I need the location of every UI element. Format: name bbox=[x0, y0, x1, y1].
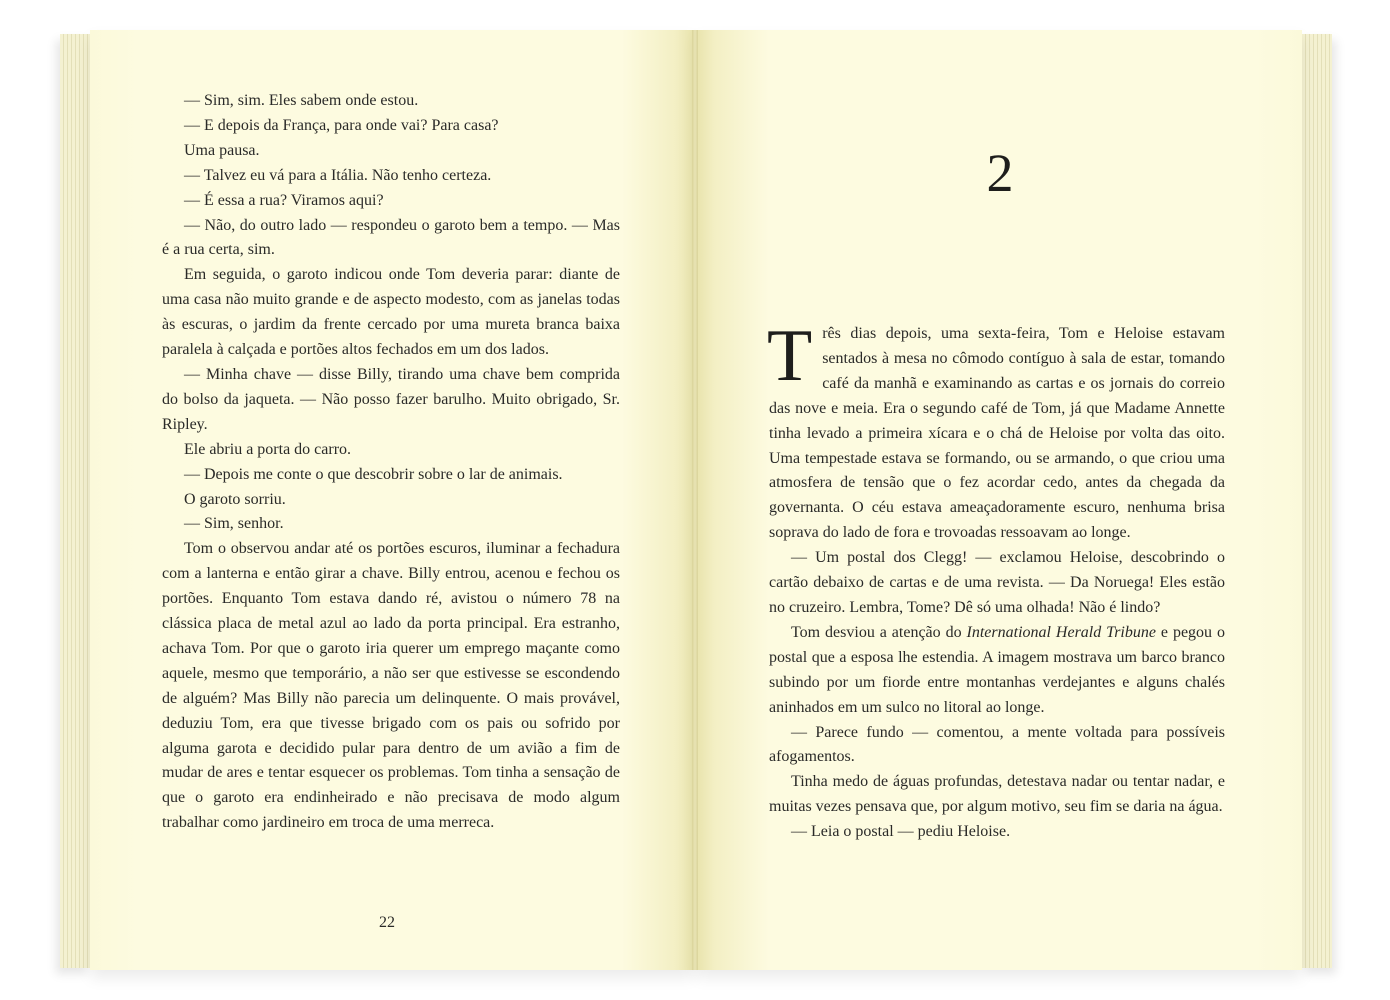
newspaper-title: International Herald Tribune bbox=[966, 623, 1156, 641]
paragraph: — É essa a rua? Viramos aqui? bbox=[184, 191, 384, 209]
chapter-number: 2 bbox=[986, 143, 1014, 203]
paragraph: Tinha medo de águas profundas, detestava nadar ou tentar nadar, e muitas vezes pensava que, por algum motivo, seu fim se daria na água. bbox=[769, 773, 1225, 816]
book-gutter bbox=[692, 30, 698, 970]
paragraph-text: Tom desviou a atenção do bbox=[791, 623, 967, 641]
paragraph: — Leia o postal — pediu Heloise. bbox=[791, 823, 1011, 841]
paragraph: O garoto sorriu. bbox=[184, 490, 286, 508]
opening-paragraph-text: rês dias depois, uma sexta-feira, Tom e Heloise estavam sentados à mesa no cômodo contíguo à sala de estar, tomando café da manhã e examinando as cartas e os jornais do correio das nove e meia. Era o segundo café de Tom, já que Madame Annette tinha levado a primeira xícara e o chá de Heloise por volta das oito. Uma tempestade estava se formando, ou se armando, o que criou uma atmosfera de tensão que o fez acordar cedo, antes da chegada da governanta. O céu estava ameaçadoramente escuro, nenhuma brisa soprava do lado de fora e trovoadas ressoavam ao longe. bbox=[769, 325, 1225, 542]
paragraph: Uma pausa. bbox=[184, 141, 260, 159]
left-page-text bbox=[162, 89, 620, 836]
page-number: 22 bbox=[379, 914, 395, 931]
right-page-text bbox=[767, 315, 1225, 845]
paragraph: — Depois me conte o que descobrir sobre o lar de animais. bbox=[184, 465, 563, 483]
left-page-edges bbox=[60, 34, 90, 968]
paragraph: Tom o observou andar até os portões escuros, iluminar a fechadura com a lanterna e então girar a chave. Billy entrou, acenou e fechou os portões. Enquanto Tom estava dando ré, avistou o número 78 na clássica placa de metal azul ao lado da porta principal. Era estranho, achava Tom. Por que o garoto iria querer um emprego maçante como aquele, mesmo que temporário, a não ser que estivesse se escondendo de alguém? Mas Billy não parecia um delinquente. O mais provável, deduziu Tom, era que tivesse brigado com os pais ou sofrido por alguma garota e decidido pular para dentro de um avião a fim de mudar de ares e tentar esquecer os problemas. Tom tinha a sensação de que o garoto era endinheirado e não precisava de modo algum trabalhar como jardineiro em troca de uma merreca. bbox=[162, 540, 620, 832]
drop-cap: T bbox=[767, 315, 813, 397]
paragraph-text: e pegou o postal que a esposa lhe estendia. A imagem mostrava um barco branco subindo por um fiorde entre montanhas verdejantes e alguns chalés aninhados em um sulco no litoral ao longe. bbox=[769, 623, 1225, 716]
paragraph: — Talvez eu vá para a Itália. Não tenho certeza. bbox=[184, 166, 492, 184]
paragraph: — Um postal dos Clegg! — exclamou Heloise, descobrindo o cartão debaixo de cartas e de uma revista. — Da Noruega! Eles estão no cruzeiro. Lembra, Tome? Dê só uma olhada! Não é lindo? bbox=[769, 549, 1225, 616]
paragraph: Ele abriu a porta do carro. bbox=[184, 440, 352, 458]
paragraph: — E depois da França, para onde vai? Para casa? bbox=[184, 116, 499, 134]
paragraph: — Sim, sim. Eles sabem onde estou. bbox=[184, 92, 419, 109]
paragraph: Em seguida, o garoto indicou onde Tom deveria parar: diante de uma casa não muito grande e de aspecto modesto, com as janelas todas às escuras, o jardim da frente cercado por uma mureta branca baixa paralela à calçada e portões altos fechados em um dos lados. bbox=[162, 266, 620, 359]
paragraph: — Não, do outro lado — respondeu o garoto bem a tempo. — Mas é a rua certa, sim. bbox=[162, 216, 620, 259]
opening-paragraph bbox=[767, 315, 1225, 546]
paragraph: — Minha chave — disse Billy, tirando uma chave bem comprida do bolso da jaqueta. — Não posso fazer barulho. Muito obrigado, Sr. Ripley. bbox=[162, 365, 620, 433]
paragraph: — Sim, senhor. bbox=[184, 515, 284, 533]
right-page-edges bbox=[1302, 34, 1332, 968]
paragraph bbox=[769, 621, 1225, 721]
paragraph: — Parece fundo — comentou, a mente voltada para possíveis afogamentos. bbox=[769, 723, 1225, 766]
